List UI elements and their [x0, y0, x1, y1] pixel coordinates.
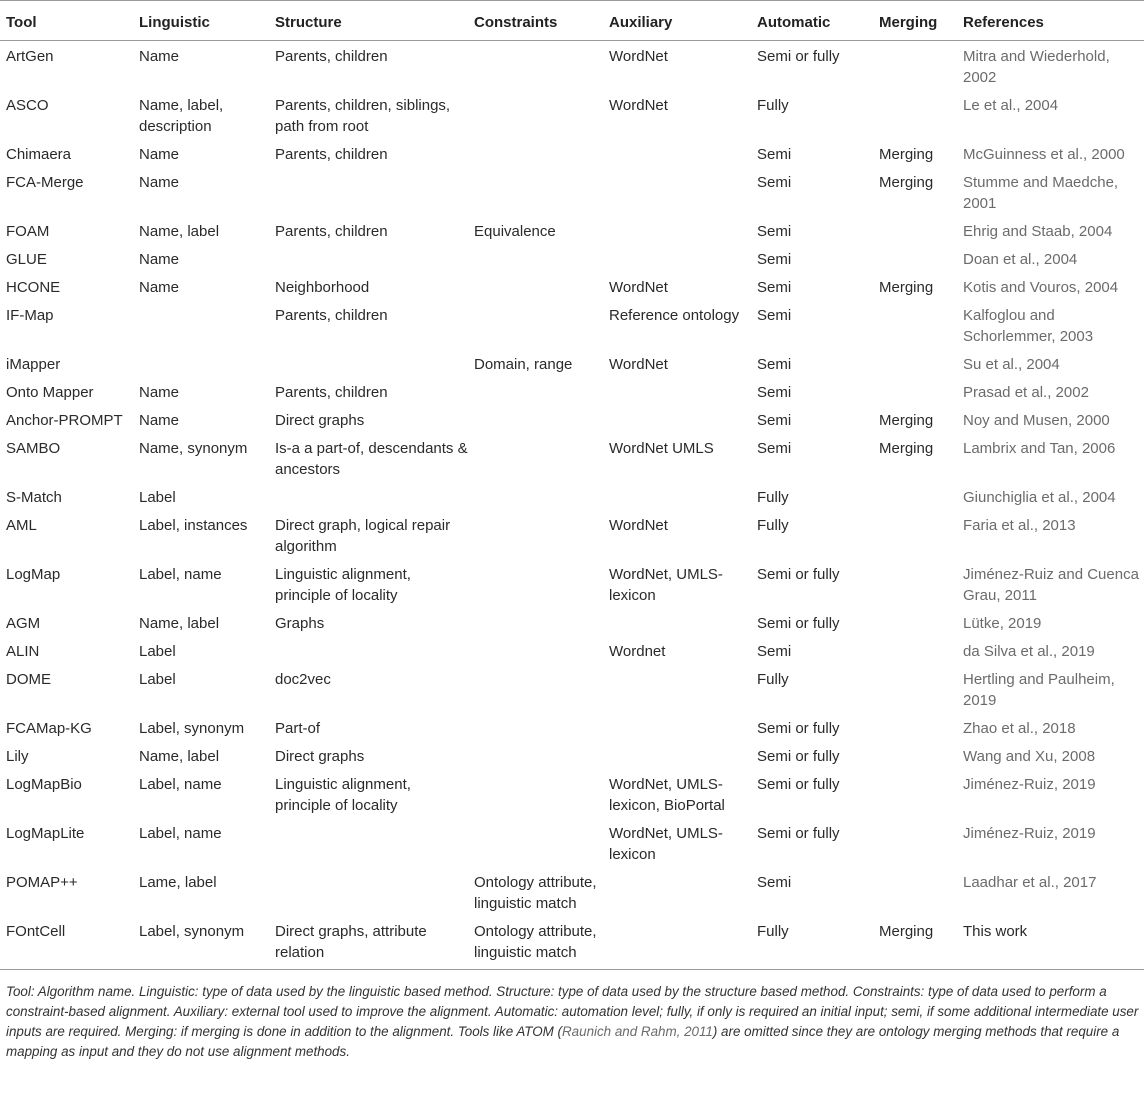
cell-auxiliary: WordNet UMLS	[609, 440, 714, 457]
cell-linguistic	[133, 349, 269, 377]
cell-structure: Parents, children	[275, 307, 388, 324]
cell-references: Lambrix and Tan, 2006	[963, 440, 1116, 457]
table-row	[0, 664, 1144, 713]
cell-tool: AML	[6, 517, 37, 534]
cell-auxiliary	[603, 167, 751, 216]
cell-automatic: Fully	[757, 517, 789, 534]
table-row	[0, 216, 1144, 244]
cell-structure: Graphs	[275, 615, 325, 632]
cell-linguistic: Lame, label	[139, 874, 217, 891]
cell-tool: ALIN	[6, 643, 40, 660]
cell-structure: Direct graph, logical repair algorithm	[275, 517, 451, 555]
cell-references: Stumme and Maedche, 2001	[963, 174, 1119, 212]
cell-merging	[873, 377, 957, 405]
cell-tool: IF-Map	[6, 307, 54, 324]
cell-automatic: Fully	[757, 97, 789, 114]
cell-tool: POMAP++	[6, 874, 78, 891]
cell-merging	[873, 349, 957, 377]
cell-structure	[269, 167, 468, 216]
cell-merging	[873, 300, 957, 349]
cell-merging	[873, 608, 957, 636]
cell-merging: Merging	[879, 412, 934, 429]
cell-tool: DOME	[6, 671, 51, 688]
cell-linguistic: Name	[139, 384, 180, 401]
cell-auxiliary	[603, 405, 751, 433]
cell-constraints	[468, 41, 603, 91]
cell-auxiliary	[603, 664, 751, 713]
cell-tool: ArtGen	[6, 48, 54, 65]
cell-auxiliary: Wordnet	[609, 643, 666, 660]
cell-automatic: Semi	[757, 412, 792, 429]
cell-merging	[873, 867, 957, 916]
cell-linguistic: Name, label	[139, 223, 220, 240]
cell-references: Zhao et al., 2018	[963, 720, 1076, 737]
cell-merging	[873, 713, 957, 741]
header-structure: Structure	[269, 1, 468, 41]
cell-linguistic: Label, name	[139, 566, 222, 583]
cell-references: Jiménez-Ruiz and Cuenca Grau, 2011	[963, 566, 1139, 604]
cell-tool: FCAMap-KG	[6, 720, 92, 737]
cell-merging: Merging	[879, 440, 934, 457]
cell-structure: Part-of	[275, 720, 321, 737]
table-row	[0, 90, 1144, 139]
cell-constraints	[468, 510, 603, 559]
cell-auxiliary	[603, 713, 751, 741]
cell-merging	[873, 559, 957, 608]
cell-merging: Merging	[879, 279, 934, 296]
cell-linguistic: Label, instances	[139, 517, 248, 534]
cell-constraints	[468, 818, 603, 867]
table-row	[0, 741, 1144, 769]
cell-linguistic: Label	[139, 489, 176, 506]
cell-automatic: Semi	[757, 146, 792, 163]
cell-tool: iMapper	[6, 356, 61, 373]
cell-constraints	[468, 405, 603, 433]
cell-structure: Linguistic alignment, principle of locality	[275, 776, 411, 814]
table-row	[0, 867, 1144, 916]
cell-structure: Is-a a part-of, descendants & ancestors	[275, 440, 468, 478]
cell-merging	[873, 216, 957, 244]
cell-tool: FCA-Merge	[6, 174, 84, 191]
cell-linguistic: Label, synonym	[133, 916, 269, 970]
footnote-text-end: ) are omitted since they are ontology merging methods that require a mapping as input and they do not use alignment methods.	[6, 1024, 1120, 1059]
cell-merging	[873, 41, 957, 91]
table-footnote	[6, 982, 1142, 1062]
cell-tool: Chimaera	[6, 146, 72, 163]
cell-merging	[873, 244, 957, 272]
cell-merging	[873, 741, 957, 769]
cell-merging	[873, 769, 957, 818]
cell-constraints	[468, 377, 603, 405]
cell-structure: Parents, children	[275, 48, 388, 65]
cell-automatic: Semi	[757, 440, 792, 457]
cell-merging: Merging	[879, 146, 934, 163]
cell-tool: Onto Mapper	[6, 384, 94, 401]
cell-automatic: Semi or fully	[757, 566, 840, 583]
cell-structure: Parents, children	[275, 146, 388, 163]
cell-references: Kalfoglou and Schorlemmer, 2003	[963, 307, 1094, 345]
cell-auxiliary	[603, 867, 751, 916]
cell-linguistic: Label, name	[139, 776, 222, 793]
cell-linguistic: Name, label, description	[139, 97, 224, 135]
table-row	[0, 636, 1144, 664]
cell-references: Lütke, 2019	[963, 615, 1042, 632]
cell-automatic: Semi	[757, 307, 792, 324]
cell-tool: S-Match	[6, 489, 62, 506]
cell-linguistic	[133, 300, 269, 349]
cell-references: McGuinness et al., 2000	[963, 146, 1125, 163]
header-auxiliary: Auxiliary	[603, 1, 751, 41]
cell-constraints	[468, 433, 603, 482]
cell-linguistic: Label, synonym	[139, 720, 245, 737]
cell-constraints: Ontology attribute, linguistic match	[474, 874, 597, 912]
cell-constraints: Domain, range	[474, 356, 573, 373]
cell-merging: Merging	[879, 174, 934, 191]
cell-constraints	[468, 769, 603, 818]
table-row	[0, 167, 1144, 216]
cell-references: Doan et al., 2004	[963, 251, 1078, 268]
cell-constraints	[468, 90, 603, 139]
cell-tool: AGM	[6, 615, 41, 632]
cell-automatic: Fully	[757, 671, 789, 688]
cell-auxiliary: WordNet	[609, 48, 668, 65]
cell-constraints	[468, 272, 603, 300]
cell-references: Ehrig and Staab, 2004	[963, 223, 1113, 240]
cell-constraints	[468, 608, 603, 636]
header-constraints: Constraints	[468, 1, 603, 41]
cell-constraints	[468, 167, 603, 216]
cell-structure: Parents, children	[275, 223, 388, 240]
header-references: References	[957, 1, 1144, 41]
cell-references: Jiménez-Ruiz, 2019	[963, 776, 1096, 793]
cell-merging	[873, 818, 957, 867]
cell-automatic: Semi	[757, 174, 792, 191]
cell-auxiliary	[603, 916, 751, 970]
table-row	[0, 482, 1144, 510]
cell-auxiliary: WordNet, UMLS-lexicon	[609, 825, 723, 863]
cell-merging	[873, 482, 957, 510]
cell-linguistic: Name	[139, 412, 180, 429]
cell-auxiliary	[603, 244, 751, 272]
cell-tool: LogMapLite	[6, 825, 85, 842]
table-row	[0, 916, 1144, 970]
cell-automatic: Fully	[757, 489, 789, 506]
header-automatic: Automatic	[751, 1, 873, 41]
cell-structure: Parents, children, siblings, path from root	[275, 97, 451, 135]
cell-constraints	[468, 741, 603, 769]
cell-constraints	[468, 664, 603, 713]
cell-structure: Direct graphs	[275, 412, 365, 429]
cell-references: Hertling and Paulheim, 2019	[963, 671, 1115, 709]
cell-automatic: Semi	[757, 279, 792, 296]
cell-constraints	[468, 300, 603, 349]
cell-structure: Direct graphs	[275, 748, 365, 765]
cell-tool: Anchor-PROMPT	[6, 412, 123, 429]
cell-merging	[873, 90, 957, 139]
cell-auxiliary	[603, 741, 751, 769]
cell-automatic: Semi	[757, 356, 792, 373]
cell-linguistic: Label	[139, 643, 176, 660]
cell-auxiliary: WordNet	[609, 97, 668, 114]
cell-linguistic: Name	[139, 48, 180, 65]
cell-structure	[269, 636, 468, 664]
cell-merging	[873, 664, 957, 713]
cell-merging	[873, 636, 957, 664]
cell-references: Prasad et al., 2002	[963, 384, 1089, 401]
cell-references: This work	[957, 916, 1144, 970]
cell-references: Noy and Musen, 2000	[963, 412, 1110, 429]
cell-auxiliary: WordNet, UMLS-lexicon, BioPortal	[609, 776, 725, 814]
cell-references: Faria et al., 2013	[963, 517, 1076, 534]
cell-auxiliary	[603, 482, 751, 510]
cell-auxiliary: WordNet	[609, 279, 668, 296]
header-row	[0, 1, 1144, 41]
cell-structure	[269, 244, 468, 272]
cell-references: Jiménez-Ruiz, 2019	[963, 825, 1096, 842]
table-row	[0, 300, 1144, 349]
table-row	[0, 377, 1144, 405]
cell-linguistic: Name, label	[139, 748, 220, 765]
cell-tool: ASCO	[6, 97, 49, 114]
table-row	[0, 818, 1144, 867]
cell-linguistic: Name	[139, 146, 180, 163]
cell-linguistic: Name, synonym	[139, 440, 248, 457]
cell-automatic: Fully	[751, 916, 873, 970]
cell-auxiliary: Reference ontology	[609, 307, 740, 324]
table-row	[0, 559, 1144, 608]
cell-tool: FOAM	[6, 223, 50, 240]
cell-automatic: Semi	[757, 223, 792, 240]
cell-automatic: Semi	[757, 874, 792, 891]
cell-structure: Linguistic alignment, principle of locality	[275, 566, 411, 604]
footnote-text-start: Tool: Algorithm name. Linguistic: type of data used by the linguistic based method. Structure: type of data used by the structure based method. Constraints: type of data used to perform a constraint-based alignment. Auxiliary: external tool used to improve the alignment. Automatic: automation level; fully, if only is required an initial input; semi, if some additional intermediate user inputs are required. Merging: if merging is done in addition to the alignment. Tools like ATOM (	[6, 984, 1139, 1039]
header-tool: Tool	[0, 1, 133, 41]
cell-automatic: Semi or fully	[757, 748, 840, 765]
cell-constraints: Ontology attribute, linguistic match	[468, 916, 603, 970]
table-row	[0, 272, 1144, 300]
cell-merging	[873, 510, 957, 559]
cell-constraints	[468, 244, 603, 272]
cell-tool: HCONE	[6, 279, 61, 296]
cell-auxiliary: WordNet	[609, 517, 668, 534]
cell-references: Wang and Xu, 2008	[963, 748, 1096, 765]
header-linguistic: Linguistic	[133, 1, 269, 41]
cell-constraints	[468, 713, 603, 741]
footnote-citation-link[interactable]: Raunich and Rahm, 2011	[562, 1024, 713, 1039]
cell-references: Mitra and Wiederhold, 2002	[963, 48, 1110, 86]
cell-constraints	[468, 636, 603, 664]
table-row	[0, 139, 1144, 167]
header-merging: Merging	[873, 1, 957, 41]
table-row	[0, 510, 1144, 559]
cell-structure	[269, 482, 468, 510]
cell-constraints	[468, 559, 603, 608]
cell-structure: doc2vec	[275, 671, 331, 688]
cell-merging: Merging	[873, 916, 957, 970]
cell-references: Giunchiglia et al., 2004	[963, 489, 1116, 506]
cell-automatic: Semi or fully	[757, 776, 840, 793]
cell-auxiliary: WordNet, UMLS-lexicon	[609, 566, 723, 604]
cell-structure: Direct graphs, attribute relation	[269, 916, 468, 970]
cell-automatic: Semi	[757, 643, 792, 660]
cell-structure: Parents, children	[275, 384, 388, 401]
cell-automatic: Semi or fully	[757, 720, 840, 737]
cell-references: Su et al., 2004	[963, 356, 1060, 373]
cell-linguistic: Name, label	[139, 615, 220, 632]
cell-linguistic: Name	[139, 251, 180, 268]
cell-linguistic: Label	[139, 671, 176, 688]
cell-automatic: Semi or fully	[757, 48, 840, 65]
cell-tool: LogMap	[6, 566, 61, 583]
cell-structure	[269, 818, 468, 867]
cell-references: Kotis and Vouros, 2004	[963, 279, 1119, 296]
cell-tool: FOntCell	[0, 916, 133, 970]
table-body	[0, 41, 1144, 970]
cell-references: da Silva et al., 2019	[963, 643, 1095, 660]
table-row	[0, 349, 1144, 377]
cell-tool: Lily	[6, 748, 29, 765]
cell-tool: LogMapBio	[6, 776, 82, 793]
cell-structure	[269, 349, 468, 377]
cell-automatic: Semi or fully	[757, 615, 840, 632]
cell-automatic: Semi	[757, 384, 792, 401]
cell-structure: Neighborhood	[275, 279, 370, 296]
cell-references: Laadhar et al., 2017	[963, 874, 1097, 891]
cell-constraints	[468, 482, 603, 510]
table-row	[0, 713, 1144, 741]
cell-tool: GLUE	[6, 251, 47, 268]
cell-auxiliary	[603, 608, 751, 636]
cell-auxiliary	[603, 216, 751, 244]
cell-constraints: Equivalence	[474, 223, 556, 240]
table-header	[0, 1, 1144, 41]
table-row	[0, 769, 1144, 818]
table-row	[0, 41, 1144, 91]
cell-references: Le et al., 2004	[963, 97, 1059, 114]
cell-constraints	[468, 139, 603, 167]
cell-automatic: Semi or fully	[757, 825, 840, 842]
table-row	[0, 244, 1144, 272]
cell-automatic: Semi	[757, 251, 792, 268]
table-row	[0, 608, 1144, 636]
table-row	[0, 433, 1144, 482]
cell-linguistic: Label, name	[139, 825, 222, 842]
table-row	[0, 405, 1144, 433]
cell-structure	[269, 867, 468, 916]
cell-tool: SAMBO	[6, 440, 61, 457]
cell-linguistic: Name	[139, 279, 180, 296]
cell-auxiliary: WordNet	[609, 356, 668, 373]
cell-auxiliary	[603, 377, 751, 405]
cell-linguistic: Name	[139, 174, 180, 191]
cell-auxiliary	[603, 139, 751, 167]
